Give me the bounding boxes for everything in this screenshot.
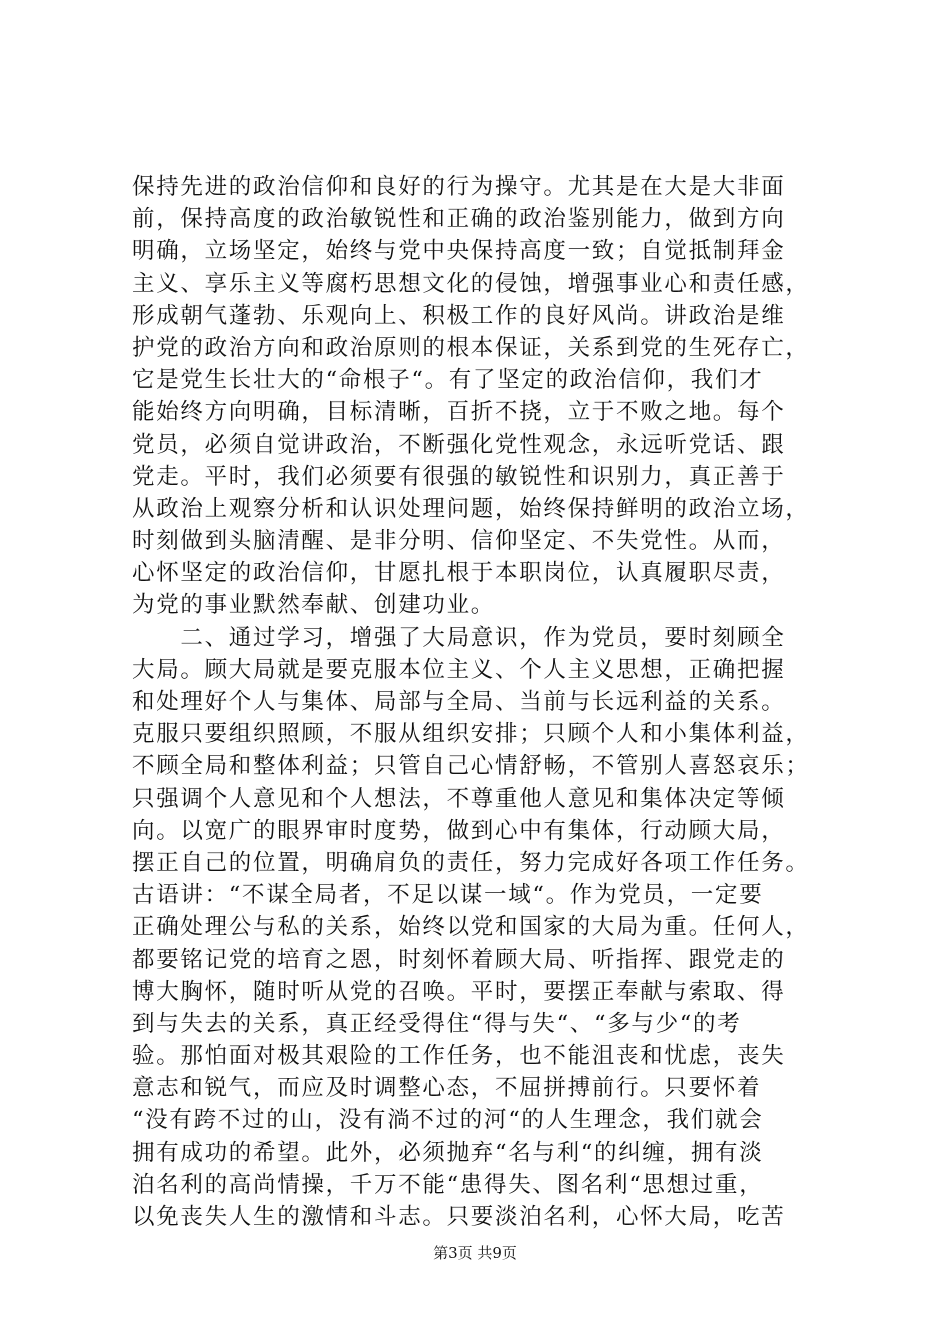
text-line: 克服只要组织照顾，不服从组织安排；只顾个人和小集体利益，	[132, 721, 810, 748]
text-line: 只强调个人意见和个人想法，不尊重他人意见和集体决定等倾	[132, 785, 786, 812]
text-line: 向。以宽广的眼界审时度势，做到心中有集体，行动顾大局，	[132, 817, 786, 844]
text-line: 时刻做到头脑清醒、是非分明、信仰坚定、不失党性。从而，	[132, 528, 786, 555]
text-line: 和处理好个人与集体、局部与全局、当前与长远利益的关系。	[132, 689, 786, 715]
text-line: “没有跨不过的山，没有淌不过的河“的人生理念，我们就会	[132, 1107, 764, 1134]
text-line: 它是党生长壮大的“命根子“。有了坚定的政治信仰，我们才	[132, 367, 764, 394]
text-line: 博大胸怀，随时听从党的召唤。平时，要摆正奉献与索取、得	[132, 978, 786, 1005]
text-line: 意志和锐气，而应及时调整心态，不屈拼搏前行。只要怀着	[132, 1075, 762, 1102]
text-line: 主义、享乐主义等腐朽思想文化的侵蚀，增强事业心和责任感，	[132, 270, 810, 297]
text-line: 不顾全局和整体利益；只管自己心情舒畅，不管别人喜怒哀乐；	[132, 753, 810, 780]
text-line: 党员，必须自觉讲政治，不断强化党性观念，永远听党话、跟	[132, 431, 786, 458]
text-line: 古语讲：“不谋全局者，不足以谋一域“。作为党员，一定要	[132, 882, 764, 909]
body-text	[132, 171, 832, 1233]
text-line: 都要铭记党的培育之恩，时刻怀着顾大局、听指挥、跟党走的	[132, 946, 786, 973]
text-line: 以免丧失人生的激情和斗志。只要淡泊名利，心怀大局，吃苦	[132, 1204, 786, 1230]
text-line: 大局。顾大局就是要克服本位主义、个人主义思想，正确把握	[132, 656, 786, 683]
text-line: 到与失去的关系，真正经受得住“得与失“、“多与少“的考	[132, 1010, 742, 1037]
text-line: 前，保持高度的政治敏锐性和正确的政治鉴别能力，做到方向	[132, 206, 786, 233]
text-line: 心怀坚定的政治信仰，甘愿扎根于本职岗位，认真履职尽责，	[132, 560, 786, 587]
text-line: 党走。平时，我们必须要有很强的敏锐性和识别力，真正善于	[132, 463, 786, 490]
text-line: 为党的事业默然奉献、创建功业。	[132, 592, 496, 619]
text-line: 能始终方向明确，目标清晰，百折不挠，立于不败之地。每个	[132, 399, 786, 426]
text-line: 拥有成功的希望。此外，必须抛弃“名与利“的纠缠，拥有淡	[132, 1139, 764, 1166]
text-line: 摆正自己的位置，明确肩负的责任，努力完成好各项工作任务。	[132, 849, 810, 876]
text-line: 明确，立场坚定，始终与党中央保持高度一致；自觉抵制拜金	[132, 238, 786, 265]
text-line: 正确处理公与私的关系，始终以党和国家的大局为重。任何人，	[132, 914, 810, 941]
text-line: 保持先进的政治信仰和良好的行为操守。尤其是在大是大非面	[132, 174, 786, 200]
text-line: 形成朝气蓬勃、乐观向上、积极工作的良好风尚。讲政治是维	[132, 302, 786, 329]
text-line: 护党的政治方向和政治原则的根本保证，关系到党的生死存亡，	[132, 334, 810, 361]
text-line: 验。那怕面对极其艰险的工作任务，也不能沮丧和忧虑，丧失	[132, 1043, 786, 1070]
text-line: 二、通过学习，增强了大局意识，作为党员，要时刻顾全	[132, 624, 786, 651]
page-number: 第3页 共9页	[433, 1244, 517, 1262]
text-line: 泊名利的高尚情操，千万不能“患得失、图名利“思想过重，	[132, 1171, 764, 1198]
text-line: 从政治上观察分析和认识处理问题，始终保持鲜明的政治立场，	[132, 495, 810, 522]
